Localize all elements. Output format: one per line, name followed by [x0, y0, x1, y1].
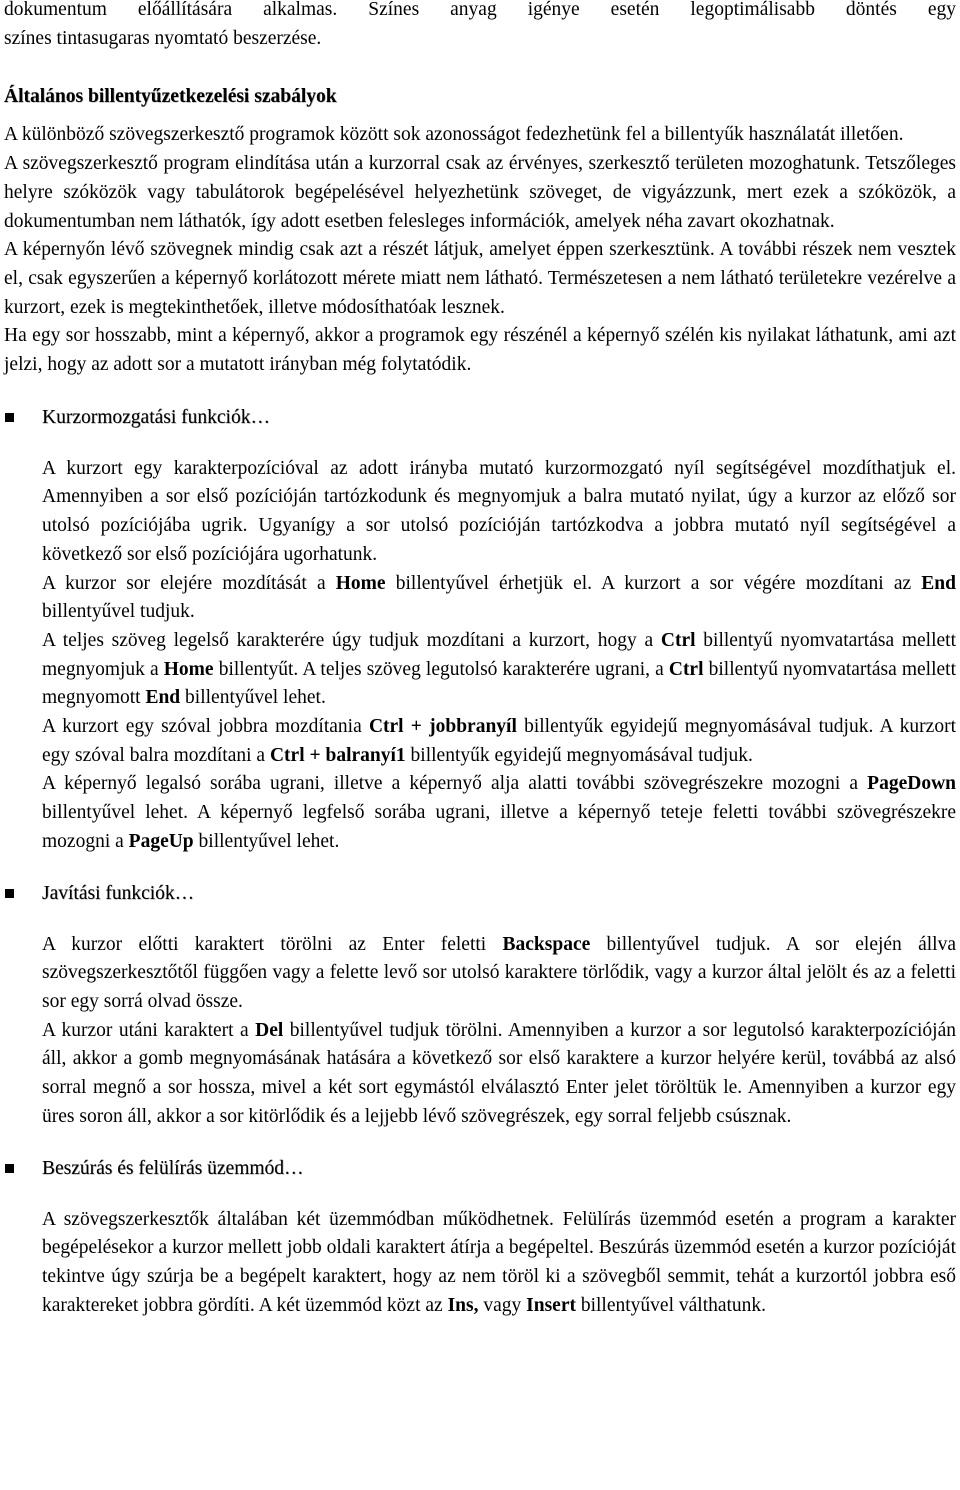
pagedown-key: PageDown: [867, 773, 956, 795]
cursor-paragraph-1: A kurzort egy karakterpozícióval az adott irányba mutató kurzormozgató nyíl segítségével mozdíthatjuk el. Amennyiben a sor első pozícióján tartózkodunk és megnyomjuk a balra mutató nyilat, úgy a kurzor az előző sor utolsó pozíciójába ugrik. Ugyanígy a sor utolsó pozícióján tartózkodva a jobbra mutató nyíl segítségével a következő sor első pozíciójára ugorhatunk.: [42, 457, 956, 565]
ins-key: Ins,: [447, 1294, 479, 1316]
home-key: Home: [335, 572, 386, 594]
ctrl-right-key: Ctrl + jobbranyíl: [368, 716, 517, 738]
cursor-paragraph-4: A kurzort egy szóval jobbra mozdítania Ctrl + jobbranyíl billentyűk egyidejű megnyomásával tudjuk. A kurzort egy szóval balra mozdítani a Ctrl + balranyí1 billentyűk egyidejű megnyomásával tudjuk.: [42, 716, 956, 766]
cursor-heading-label: Kurzormozgatási funkciók…: [42, 406, 270, 428]
ctrl-left-key: Ctrl + balranyí1: [269, 744, 406, 766]
document-page: [4, 0, 956, 1320]
fix-section-heading: [4, 880, 956, 908]
general-paragraph-2: A szövegszerkesztő program elindítása után a kurzorral csak az érvényes, szerkesztő területen mozoghatunk. Tetszőleges helyre szóközök vagy tabulátorok begépelésével helyezhetünk szöveget, de vigyázzunk, mert ezek a szóközök, a dokumentumban nem láthatók, így adott esetben felesleges információk, amelyek néha zavart okozhatnak.: [4, 153, 956, 232]
end-key: End: [921, 572, 956, 594]
cursor-paragraph-2: A kurzor sor elejére mozdítását a Home billentyűvel érhetjük el. A kurzort a sor végére mozdítani az End billentyűvel tudjuk.: [42, 572, 956, 623]
mode-paragraph-1: A szövegszerkesztők általában két üzemmódban működhetnek. Felülírás üzemmód esetén a program a karakter begépelésekor a kurzor mellett jobb oldali karaktert átírja a begépeltel. Beszúrás üzemmód esetén a kurzor pozícióját tekintve úgy szúrja be a begépelt karaktert, hogy az nem töröl ki a szövegből semmit, tehát a kurzortól jobbra eső karaktereket jobbra gördíti. A két üzemmód közt az Ins, vagy Insert billentyűvel válthatunk.: [42, 1208, 956, 1316]
mode-section-heading: [4, 1155, 956, 1183]
cursor-section-body: [4, 455, 956, 857]
fix-heading-label: Javítási funkciók…: [42, 882, 195, 904]
square-bullet-icon: [5, 889, 14, 898]
backspace-key: Backspace: [502, 933, 591, 955]
ctrl-key: Ctrl: [668, 658, 704, 680]
cursor-section-heading: [4, 404, 956, 432]
cursor-paragraph-5: A képernyő legalsó sorába ugrani, illetve a képernyő alja alatti további szövegrészekre mozogni a PageDown billentyűvel lehet. A képernyő legfelső sorába ugrani, illetve a képernyő teteje feletti további szövegrészekre mozogni a PageUp billentyűvel lehet.: [42, 773, 956, 852]
general-paragraph-4: Ha egy sor hosszabb, mint a képernyő, akkor a programok egy részénél a képernyő szélén kis nyilakat láthatunk, ami azt jelzi, hogy az adott sor a mutatott irányban még folytatódik.: [4, 325, 956, 376]
intro-line-1: dokumentum előállítására alkalmas. Színes anyag igénye esetén legoptimálisabb döntés egy: [4, 0, 956, 20]
general-heading: Általános billentyűzetkezelési szabályok: [4, 86, 337, 108]
del-key: Del: [255, 1019, 284, 1041]
fix-section-body: [4, 931, 956, 1132]
pageup-key: PageUp: [128, 830, 194, 852]
insert-key: Insert: [526, 1294, 576, 1316]
general-paragraph-1: A különböző szövegszerkesztő programok között sok azonosságot fedezhetünk fel a billentyűk használatát illetően.: [4, 124, 904, 146]
square-bullet-icon: [5, 1164, 14, 1173]
ctrl-key: Ctrl: [660, 629, 696, 651]
intro-line-2: színes tintasugaras nyomtató beszerzése.: [4, 27, 322, 49]
fix-paragraph-2: A kurzor utáni karaktert a Del billentyűvel tudjuk törölni. Amennyiben a kurzor a sor legutolsó karakterpozícióján áll, akkor a gomb megnyomásának hatására a következő sor első karaktere a kurzor helyére kerül, továbbá az alsó sorral megnő a sor hossza, mivel a két sort egymástól elválasztó Enter jelet töröltük le. Amennyiben a kurzor egy üres soron áll, akkor a sor kitörlődik és a lejjebb lévő szövegrészek, egy sorral feljebb csúsznak.: [42, 1019, 956, 1127]
home-key: Home: [163, 658, 214, 680]
mode-section-body: [4, 1206, 956, 1321]
mode-heading-label: Beszúrás és felülírás üzemmód…: [42, 1157, 304, 1179]
fix-paragraph-1: A kurzor előtti karaktert törölni az Enter feletti Backspace billentyűvel tudjuk. A sor elején állva szövegszerkesztőtől függően vagy a felette levő sor utolsó karaktere törlődik, vagy a kurzor által jelölt és az a feletti sor egy sorrá olvad össze.: [42, 933, 956, 1012]
square-bullet-icon: [5, 413, 14, 422]
end-key: End: [145, 687, 181, 709]
cursor-paragraph-3: A teljes szöveg legelső karakterére úgy tudjuk mozdítani a kurzort, hogy a Ctrl billentyű nyomvatartása mellett megnyomjuk a Home billentyűt. A teljes szöveg legutolsó karakterére ugrani, a Ctrl billentyű nyomvatartása mellett megnyomott End billentyűvel lehet.: [42, 629, 957, 709]
general-paragraph-3: A képernyőn lévő szövegnek mindig csak azt a részét látjuk, amelyet éppen szerkesztünk. A további részek nem vesztek el, csak egyszerűen a képernyő korlátozott mérete miatt nem látható. Természetesen a nem látható területekre vezérelve a kurzort, ezek is megtekinthetőek, illetve módosíthatóak lesznek.: [4, 239, 956, 318]
